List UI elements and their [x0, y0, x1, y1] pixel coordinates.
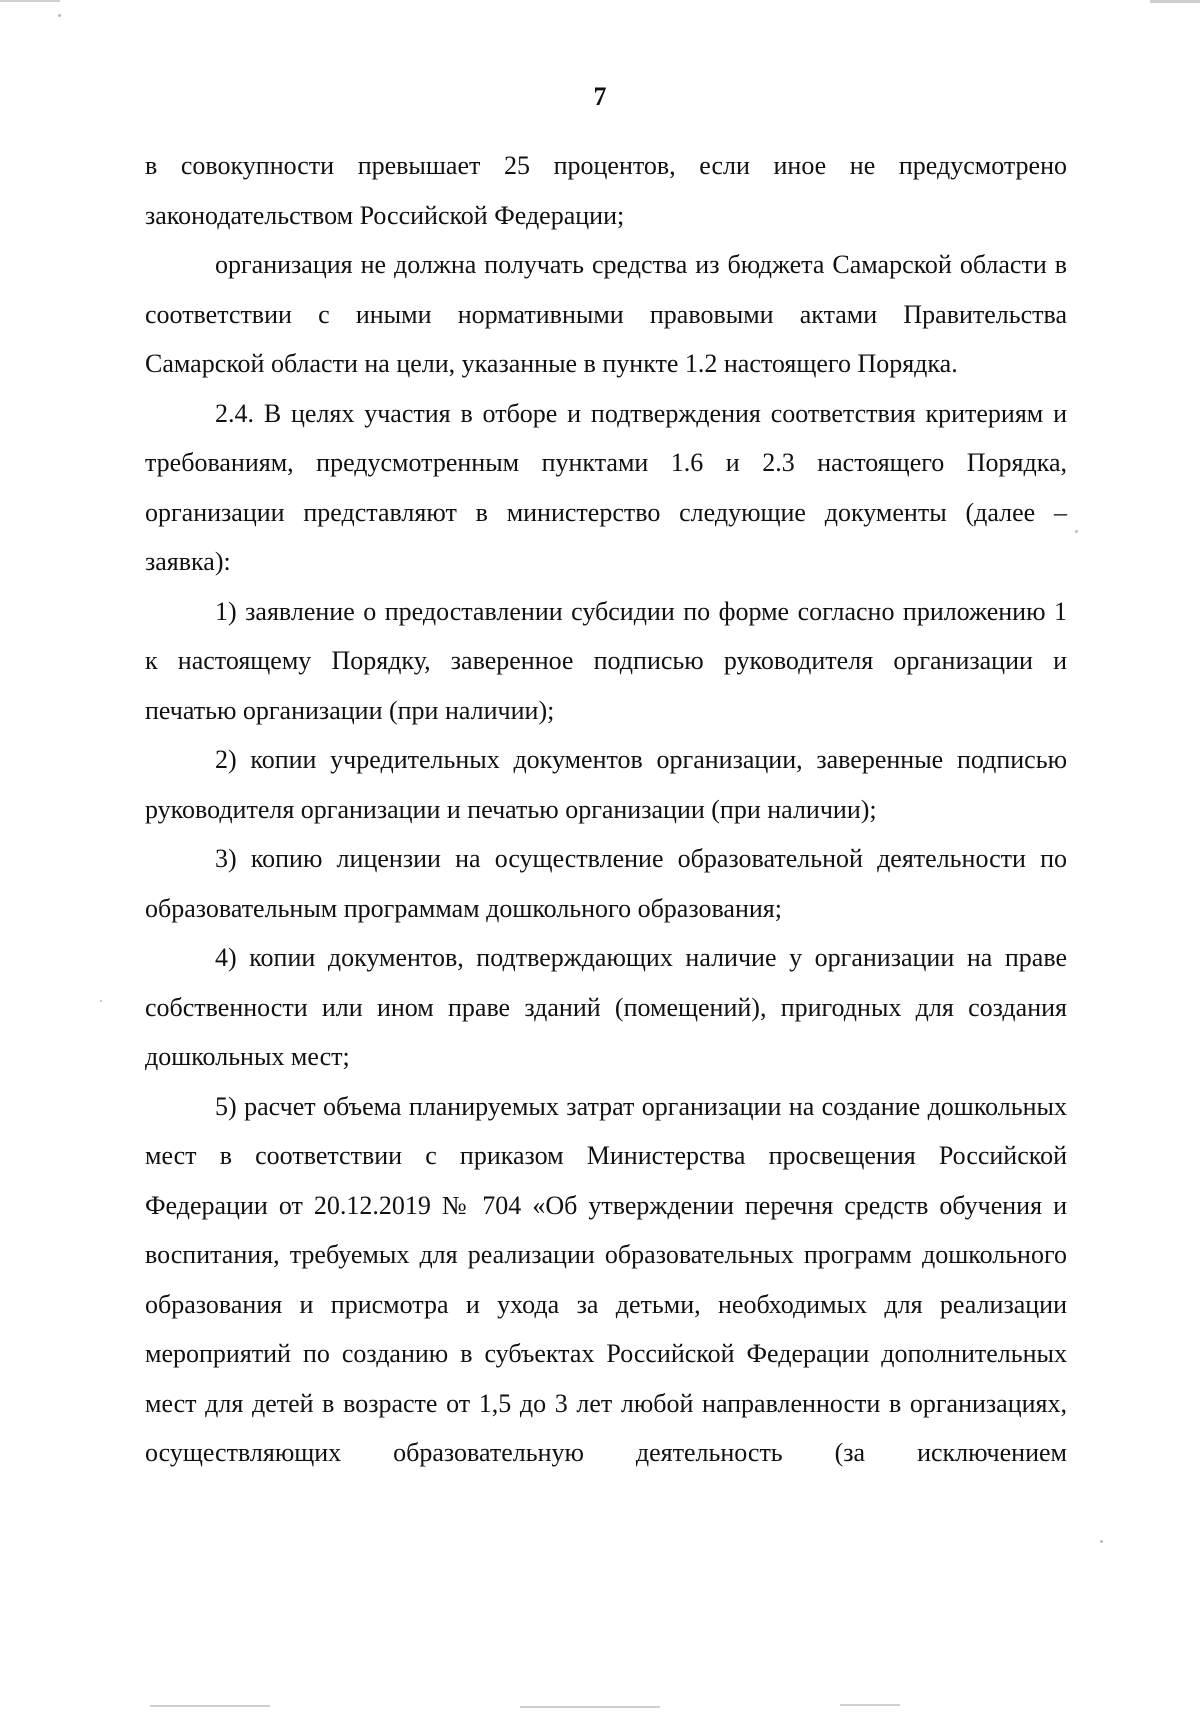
scan-edge-mark	[1150, 0, 1200, 3]
list-item-3: 3) копию лицензии на осуществление образовательной деятельности по образовательным программам дошкольного образования;	[145, 844, 1067, 923]
document-body	[145, 141, 1067, 1478]
scan-speck	[100, 1000, 102, 1002]
scan-speck	[1100, 1540, 1103, 1543]
list-item-1: 1) заявление о предоставлении субсидии по форме согласно приложению 1 к настоящему Порядку, заверенное подписью руководителя организации и печатью организации (при наличии);	[145, 596, 1067, 725]
paragraph-section-2-4: 2.4. В целях участия в отборе и подтверждения соответствия критериям и требованиям, предусмотренным пунктами 1.6 и 2.3 настоящего Порядка, организации представляют в министерство следующие документы (далее – заявка):	[145, 398, 1067, 576]
list-item-2: 2) копии учредительных документов организации, заверенные подписью руководителя организации и печатью организации (при наличии);	[145, 745, 1067, 824]
list-item-4: 4) копии документов, подтверждающих наличие у организации на праве собственности или ином праве зданий (помещений), пригодных для создания дошкольных мест;	[145, 943, 1067, 1071]
page-number: 7	[593, 82, 607, 111]
scan-edge-mark	[520, 1706, 660, 1708]
scan-edge-mark	[0, 0, 60, 2]
scan-speck	[1075, 530, 1078, 533]
scan-edge-mark	[150, 1705, 270, 1707]
list-item-5: 5) расчет объема планируемых затрат организации на создание дошкольных мест в соответствии с приказом Министерства просвещения Российской Федерации от 20.12.2019 № 704 «Об утверждении перечня средств обучения и воспитания, требуемых для реализации образовательных программ дошкольного образования и присмотра и ухода за детьми, необходимых для реализации мероприятий по созданию в субъектах Российской Федерации дополнительных мест для детей в возрасте от 1,5 до 3 лет любой направленности в организациях, осуществляющих образовательную деятельность (за исключением	[145, 1091, 1067, 1467]
scan-edge-mark	[840, 1704, 900, 1706]
paragraph-budget-condition: организация не должна получать средства из бюджета Самарской области в соответствии с иными нормативными правовыми актами Правительства Самарской области на цели, указанные в пункте 1.2 настоящего Порядка.	[145, 250, 1067, 378]
paragraph-continuation: в совокупности превышает 25 процентов, если иное не предусмотрено законодательством Российской Федерации;	[145, 151, 1067, 230]
scan-speck	[58, 14, 61, 17]
